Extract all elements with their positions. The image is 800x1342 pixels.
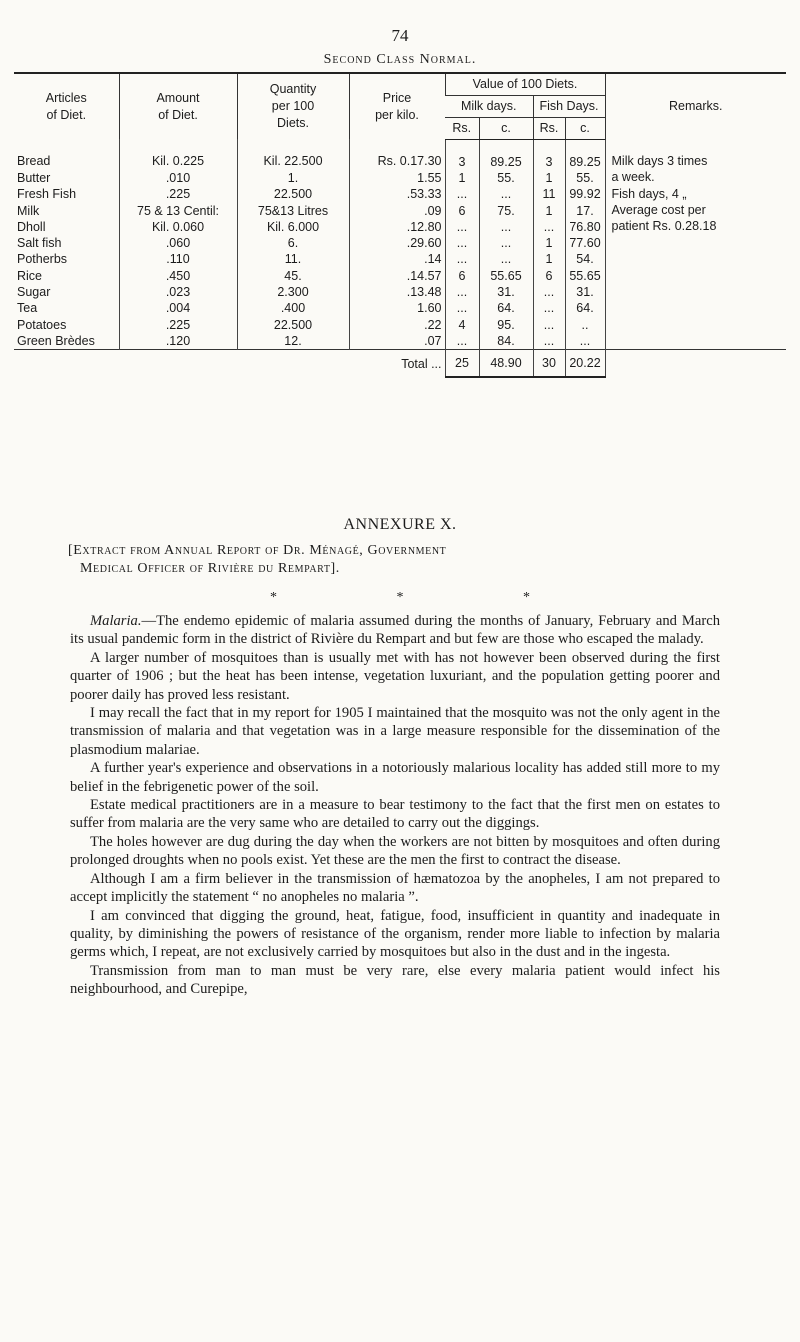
row-quantity: Kil. 6.000: [237, 219, 349, 235]
paragraph: [70, 833, 720, 870]
remarks-line: patient Rs. 0.28.18: [611, 219, 717, 234]
row-fish-c: 17.: [565, 203, 605, 219]
row-fish-rs: 1: [533, 235, 565, 251]
row-quantity: 6.: [237, 235, 349, 251]
row-quantity: 45.: [237, 268, 349, 284]
row-fish-c: 55.65: [565, 268, 605, 284]
row-article: Dholl: [17, 219, 46, 234]
remarks-line: Fish days, 4 „: [611, 186, 687, 201]
row-fish-c: 54.: [565, 251, 605, 267]
total-row: [14, 350, 786, 378]
row-amount: .120: [119, 333, 237, 350]
paragraph: [70, 649, 720, 704]
row-price: .22: [349, 317, 445, 333]
paragraph: [70, 759, 720, 796]
row-milk-c: ...: [479, 251, 533, 267]
row-fish-c: ..: [565, 317, 605, 333]
row-milk-c: 84.: [479, 333, 533, 350]
page-number: 74: [391, 26, 409, 45]
header-milk-c: c.: [479, 117, 533, 139]
remarks-line: Average cost per: [611, 203, 706, 218]
row-milk-c: 31.: [479, 284, 533, 300]
paragraph: [70, 907, 720, 962]
paragraph-lead: Malaria.: [90, 613, 142, 629]
row-price: .07: [349, 333, 445, 350]
total-spacer: [14, 350, 349, 378]
row-milk-rs: ...: [445, 333, 479, 350]
star-3: *: [523, 590, 530, 605]
header-milk-days: Milk days.: [445, 95, 533, 117]
row-milk-rs: 4: [445, 317, 479, 333]
row-price: .14.57: [349, 268, 445, 284]
row-article: Sugar: [17, 285, 51, 299]
section-stars: [0, 590, 800, 606]
row-price: 1.55: [349, 170, 445, 186]
header-value-group: Value of 100 Diets.: [445, 73, 605, 95]
paragraph-text: The holes however are dug during the day when the workers are not bitten by mosquitoes and often during prolonged droughts when no pools exist. Yet these are the men the first to contract the disease.: [70, 833, 720, 869]
row-amount: Kil. 0.060: [119, 219, 237, 235]
diet-table-body: [14, 139, 786, 377]
row-fish-c: 31.: [565, 284, 605, 300]
row-milk-rs: ...: [445, 235, 479, 251]
paragraph-text: I may recall the fact that in my report for 1905 I maintained that the mosquito was not the only agent in the transmission of malaria and that vegetation was in a large measure responsible for the dissemination of the plasmodium malariae.: [70, 705, 720, 758]
row-amount: .060: [119, 235, 237, 251]
row-article: Bread: [17, 154, 51, 169]
row-fish-c: ...: [565, 333, 605, 350]
row-amount: Kil. 0.225: [119, 139, 237, 170]
paragraph: [70, 612, 720, 649]
star-1: *: [270, 590, 277, 605]
row-fish-rs: 6: [533, 268, 565, 284]
row-article: Green Brèdes: [17, 333, 95, 348]
paragraph: [70, 704, 720, 759]
total-fish-rs: 30: [533, 350, 565, 378]
row-price: .13.48: [349, 284, 445, 300]
row-fish-rs: ...: [533, 333, 565, 350]
row-quantity: 11.: [237, 251, 349, 267]
header-quantity: Quantity per 100 Diets.: [237, 73, 349, 139]
row-milk-rs: 6: [445, 203, 479, 219]
row-milk-c: 55.65: [479, 268, 533, 284]
row-article: Rice: [17, 268, 43, 283]
table-row: [14, 139, 786, 170]
star-2: *: [396, 590, 404, 605]
row-price: 1.60: [349, 300, 445, 316]
row-price: .09: [349, 203, 445, 219]
total-milk-c: 48.90: [479, 350, 533, 378]
row-fish-rs: 1: [533, 170, 565, 186]
row-fish-rs: 1: [533, 203, 565, 219]
paragraph-text: I am convinced that digging the ground, heat, fatigue, food, insufficient in quantity and inadequate in quality, by diminishing the powers of resistance of the organism, render more liable to infection by malaria germs which, I repeat, are not exclusively carried by mosquitoes but also in the dust and in the ingesta.: [70, 907, 720, 961]
header-remarks: Remarks.: [605, 73, 786, 139]
extract-heading: [68, 542, 768, 578]
remarks-line: Milk days 3 times: [611, 154, 708, 169]
row-milk-c: ...: [479, 219, 533, 235]
extract-line-1: [Extract from Annual Report of Dr. Ménagé, Government: [68, 543, 447, 558]
annex-title: ANNEXURE X.: [343, 516, 457, 533]
paragraph-text: Transmission from man to man must be very rare, else every malaria patient would infect his neighbourhood, and Curepipe,: [70, 962, 720, 998]
row-quantity: Kil. 22.500: [237, 139, 349, 170]
header-amount: Amount of Diet.: [119, 73, 237, 139]
row-fish-c: 99.92: [565, 186, 605, 202]
header-fish-c: c.: [565, 117, 605, 139]
row-milk-c: 55.: [479, 170, 533, 186]
row-milk-rs: 6: [445, 268, 479, 284]
row-fish-rs: ...: [533, 219, 565, 235]
row-fish-c: 77.60: [565, 235, 605, 251]
row-milk-c: 75.: [479, 203, 533, 219]
row-milk-rs: ...: [445, 219, 479, 235]
header-articles: Articles of Diet.: [14, 73, 119, 139]
row-milk-rs: 3: [445, 139, 479, 170]
row-amount: .004: [119, 300, 237, 316]
row-quantity: 75&13 Litres: [237, 203, 349, 219]
remarks-line: a week.: [611, 170, 655, 185]
row-amount: .010: [119, 170, 237, 186]
paragraph-text: —The endemo epidemic of malaria assumed during the months of January, February and March its usual pandemic form in the district of Rivière du Rempart and but few are those who escaped the malady.: [70, 613, 720, 648]
row-price: .12.80: [349, 219, 445, 235]
row-quantity: 12.: [237, 333, 349, 350]
total-label: Total ...: [349, 350, 445, 378]
row-price: .29.60: [349, 235, 445, 251]
paragraph-text: Estate medical practitioners are in a measure to bear testimony to the fact that the first men on estates to suffer from malaria are the very same who are detailed to carry out the diggings.: [70, 797, 720, 832]
row-price: .53.33: [349, 186, 445, 202]
row-article: Tea: [17, 301, 38, 316]
row-article: Salt fish: [17, 236, 62, 251]
row-amount: .225: [119, 186, 237, 202]
row-quantity: 1.: [237, 170, 349, 186]
total-fish-c: 20.22: [565, 350, 605, 378]
row-milk-rs: 1: [445, 170, 479, 186]
row-quantity: 2.300: [237, 284, 349, 300]
paragraph-text: A further year's experience and observations in a notoriously malarious locality has added still more to my belief in the febrigenetic power of the soil.: [70, 760, 720, 795]
row-milk-c: 95.: [479, 317, 533, 333]
paragraph: [70, 870, 720, 907]
header-price: Price per kilo.: [349, 73, 445, 139]
paragraph: [70, 962, 720, 999]
row-milk-rs: ...: [445, 186, 479, 202]
row-article: Potatoes: [17, 317, 67, 332]
remarks-cell: [605, 139, 786, 350]
row-amount: 75 & 13 Centil:: [119, 203, 237, 219]
row-milk-rs: ...: [445, 284, 479, 300]
diet-table: [14, 72, 786, 378]
row-fish-rs: ...: [533, 317, 565, 333]
row-article: Butter: [17, 170, 51, 185]
row-amount: .450: [119, 268, 237, 284]
row-amount: .225: [119, 317, 237, 333]
row-quantity: 22.500: [237, 317, 349, 333]
total-remarks-spacer: [605, 350, 786, 378]
header-milk-rs: Rs.: [445, 117, 479, 139]
row-milk-c: ...: [479, 186, 533, 202]
row-fish-c: 76.80: [565, 219, 605, 235]
row-quantity: .400: [237, 300, 349, 316]
report-body: [70, 612, 720, 999]
row-price: .14: [349, 251, 445, 267]
paragraph: [70, 796, 720, 833]
row-fish-rs: 11: [533, 186, 565, 202]
row-fish-rs: 1: [533, 251, 565, 267]
row-fish-c: 64.: [565, 300, 605, 316]
row-fish-rs: ...: [533, 284, 565, 300]
header-fish-days: Fish Days.: [533, 95, 605, 117]
paragraph-text: Although I am a firm believer in the transmission of hæmatozoa by the anopheles, I am not prepared to accept implicitly the statement “ no anopheles no malaria ”.: [70, 870, 720, 906]
row-article: Milk: [17, 203, 40, 218]
table-title: Second Class Normal.: [323, 52, 477, 67]
row-milk-c: ...: [479, 235, 533, 251]
row-milk-rs: ...: [445, 251, 479, 267]
row-fish-rs: 3: [533, 139, 565, 170]
row-amount: .110: [119, 251, 237, 267]
row-amount: .023: [119, 284, 237, 300]
extract-line-2: Medical Officer of Rivière du Rempart].: [80, 561, 340, 576]
row-price: Rs. 0.17.30: [349, 139, 445, 170]
row-milk-c: 64.: [479, 300, 533, 316]
row-quantity: 22.500: [237, 186, 349, 202]
row-article: Fresh Fish: [17, 187, 77, 202]
row-article: Potherbs: [17, 252, 68, 267]
paragraph-text: A larger number of mosquitoes than is usually met with has not however been observed during the first quarter of 1906 ; but the heat has been intense, vegetation luxuriant, and the population getting poorer and poorer daily has proved less resistant.: [70, 649, 720, 703]
total-milk-rs: 25: [445, 350, 479, 378]
header-fish-rs: Rs.: [533, 117, 565, 139]
row-fish-c: 89.25: [565, 139, 605, 170]
row-fish-rs: ...: [533, 300, 565, 316]
row-milk-c: 89.25: [479, 139, 533, 170]
row-milk-rs: ...: [445, 300, 479, 316]
row-fish-c: 55.: [565, 170, 605, 186]
